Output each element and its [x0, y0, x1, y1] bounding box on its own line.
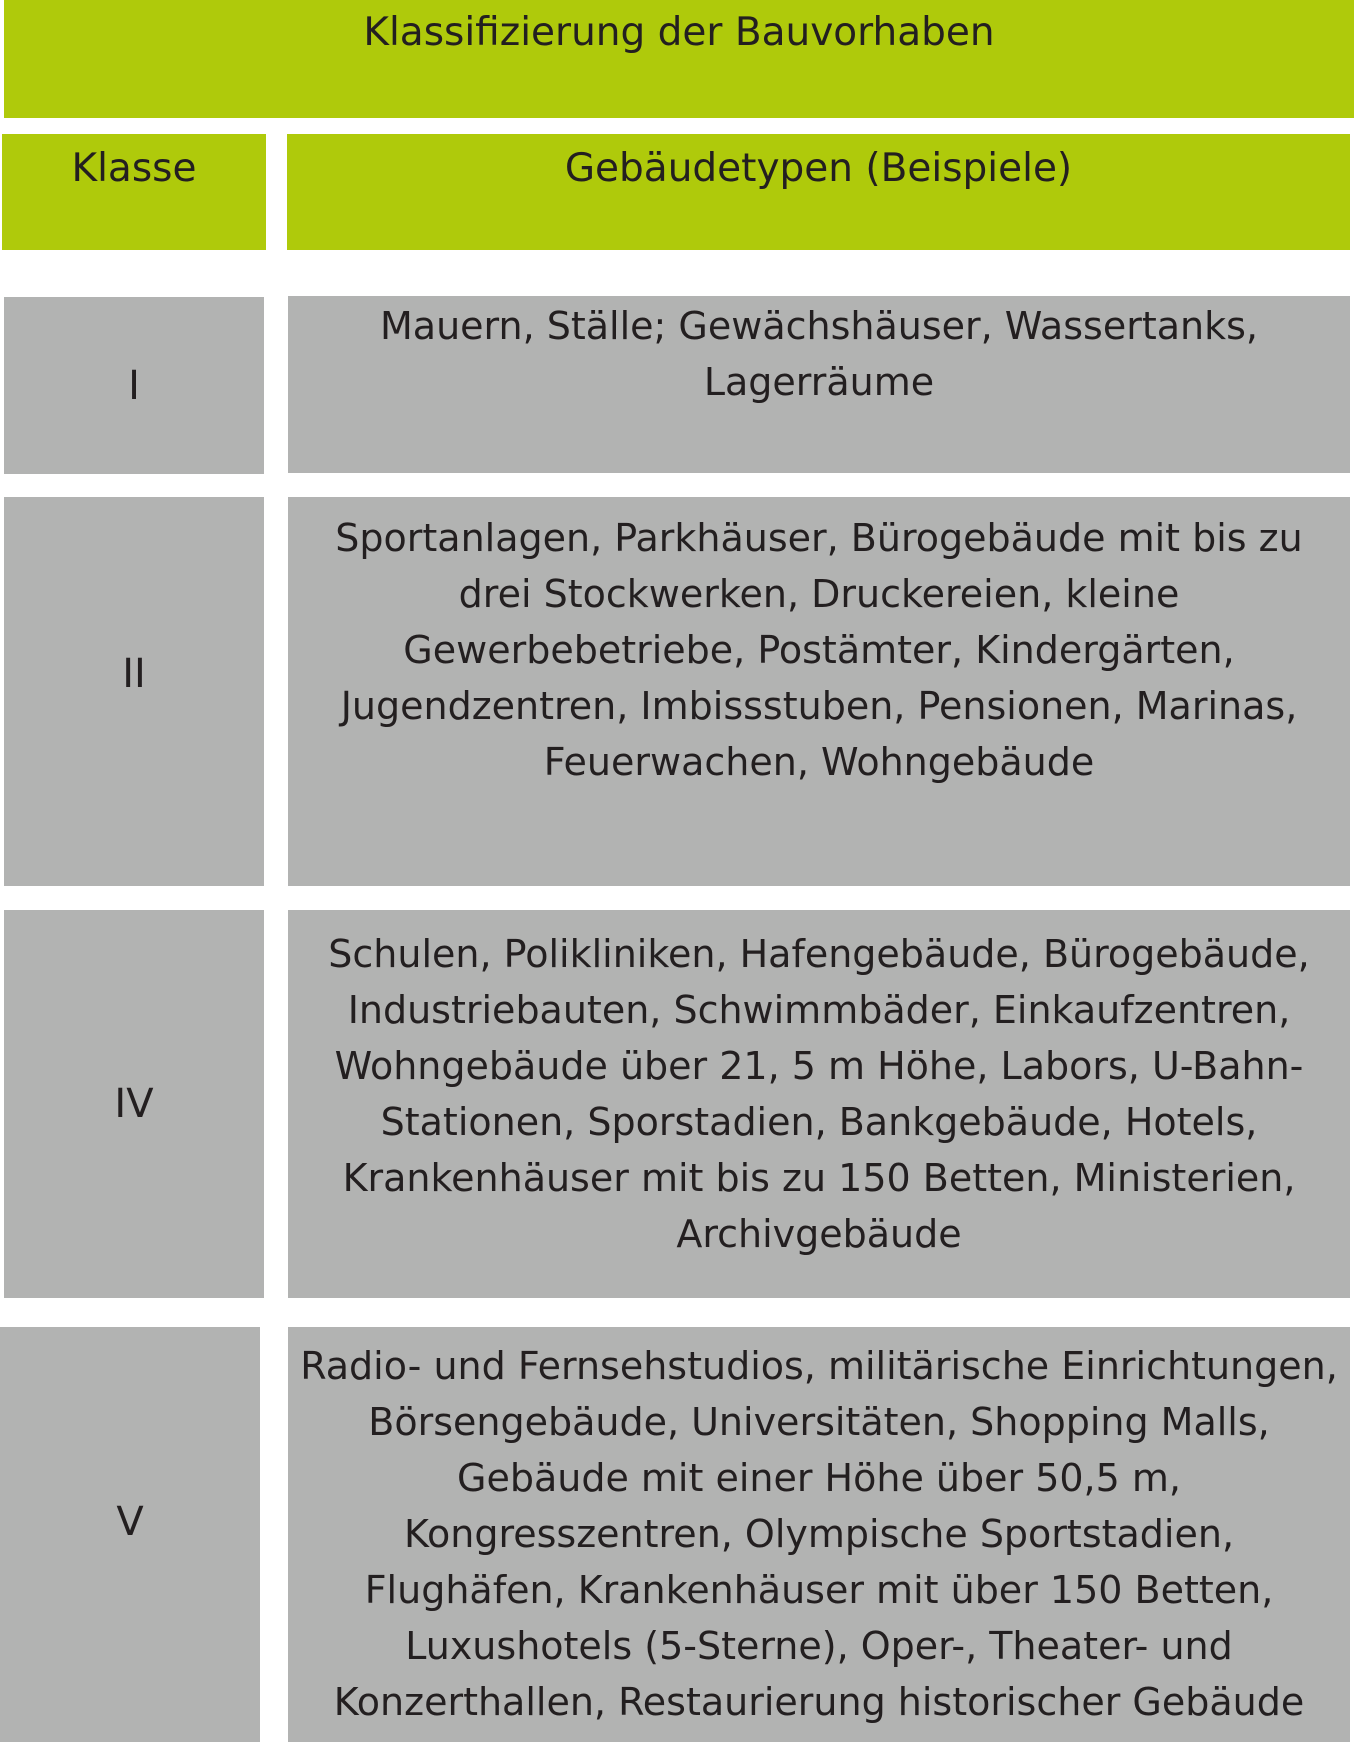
building-types-cell-ii — [288, 497, 1350, 886]
class-cell-iv — [4, 910, 264, 1298]
class-label: V — [116, 1498, 144, 1545]
building-types-cell-v — [288, 1327, 1350, 1742]
building-types-text: Radio- und Fernsehstudios, militärische Einrichtungen, Börsengebäude, Universitäten, Shopping Malls, Gebäude mit einer Höhe über 50,5 m, Kongresszentren, Olympische Sportstadien, Flughäfen, Krankenhäuser mit über 150 Betten, Luxushotels (5-Sterne), Oper-, Theater- und Konzerthallen, Restaurierung historischer Gebäude — [300, 1344, 1338, 1724]
class-cell-v — [0, 1327, 260, 1742]
table-title-text: Klassifizierung der Bauvorhaben — [363, 10, 995, 55]
column-header-klasse — [2, 134, 266, 250]
building-types-text: Sportanlagen, Parkhäuser, Bürogebäude mit bis zu drei Stockwerken, Druckereien, kleine Gewerbebetriebe, Postämter, Kindergärten, Jugendzentren, Imbissstuben, Pensionen, Marinas, Feuerwachen, Wohngebäude — [335, 516, 1303, 784]
column-header-gebaeudetypen-text: Gebäudetypen (Beispiele) — [564, 146, 1073, 191]
building-types-cell-iv — [288, 910, 1350, 1298]
building-types-text: Schulen, Polikliniken, Hafengebäude, Bürogebäude, Industriebauten, Schwimmbäder, Einkaufzentren, Wohngebäude über 21, 5 m Höhe, Labors, U-Bahn-Stationen, Sporstadien, Bankgebäude, Hotels, Krankenhäuser mit bis zu 150 Betten, Ministerien, Archivgebäude — [328, 932, 1310, 1256]
class-label: IV — [114, 1081, 154, 1127]
class-cell-i — [4, 297, 264, 474]
class-label: I — [128, 362, 140, 409]
column-header-gebaeudetypen — [287, 134, 1350, 250]
class-label: II — [122, 650, 146, 697]
table-title — [4, 0, 1354, 118]
building-types-cell-i — [288, 296, 1350, 473]
class-cell-ii — [4, 497, 264, 886]
building-types-text: Mauern, Ställe; Gewächshäuser, Wassertanks, Lagerräume — [380, 304, 1258, 404]
column-header-klasse-text: Klasse — [71, 146, 197, 191]
